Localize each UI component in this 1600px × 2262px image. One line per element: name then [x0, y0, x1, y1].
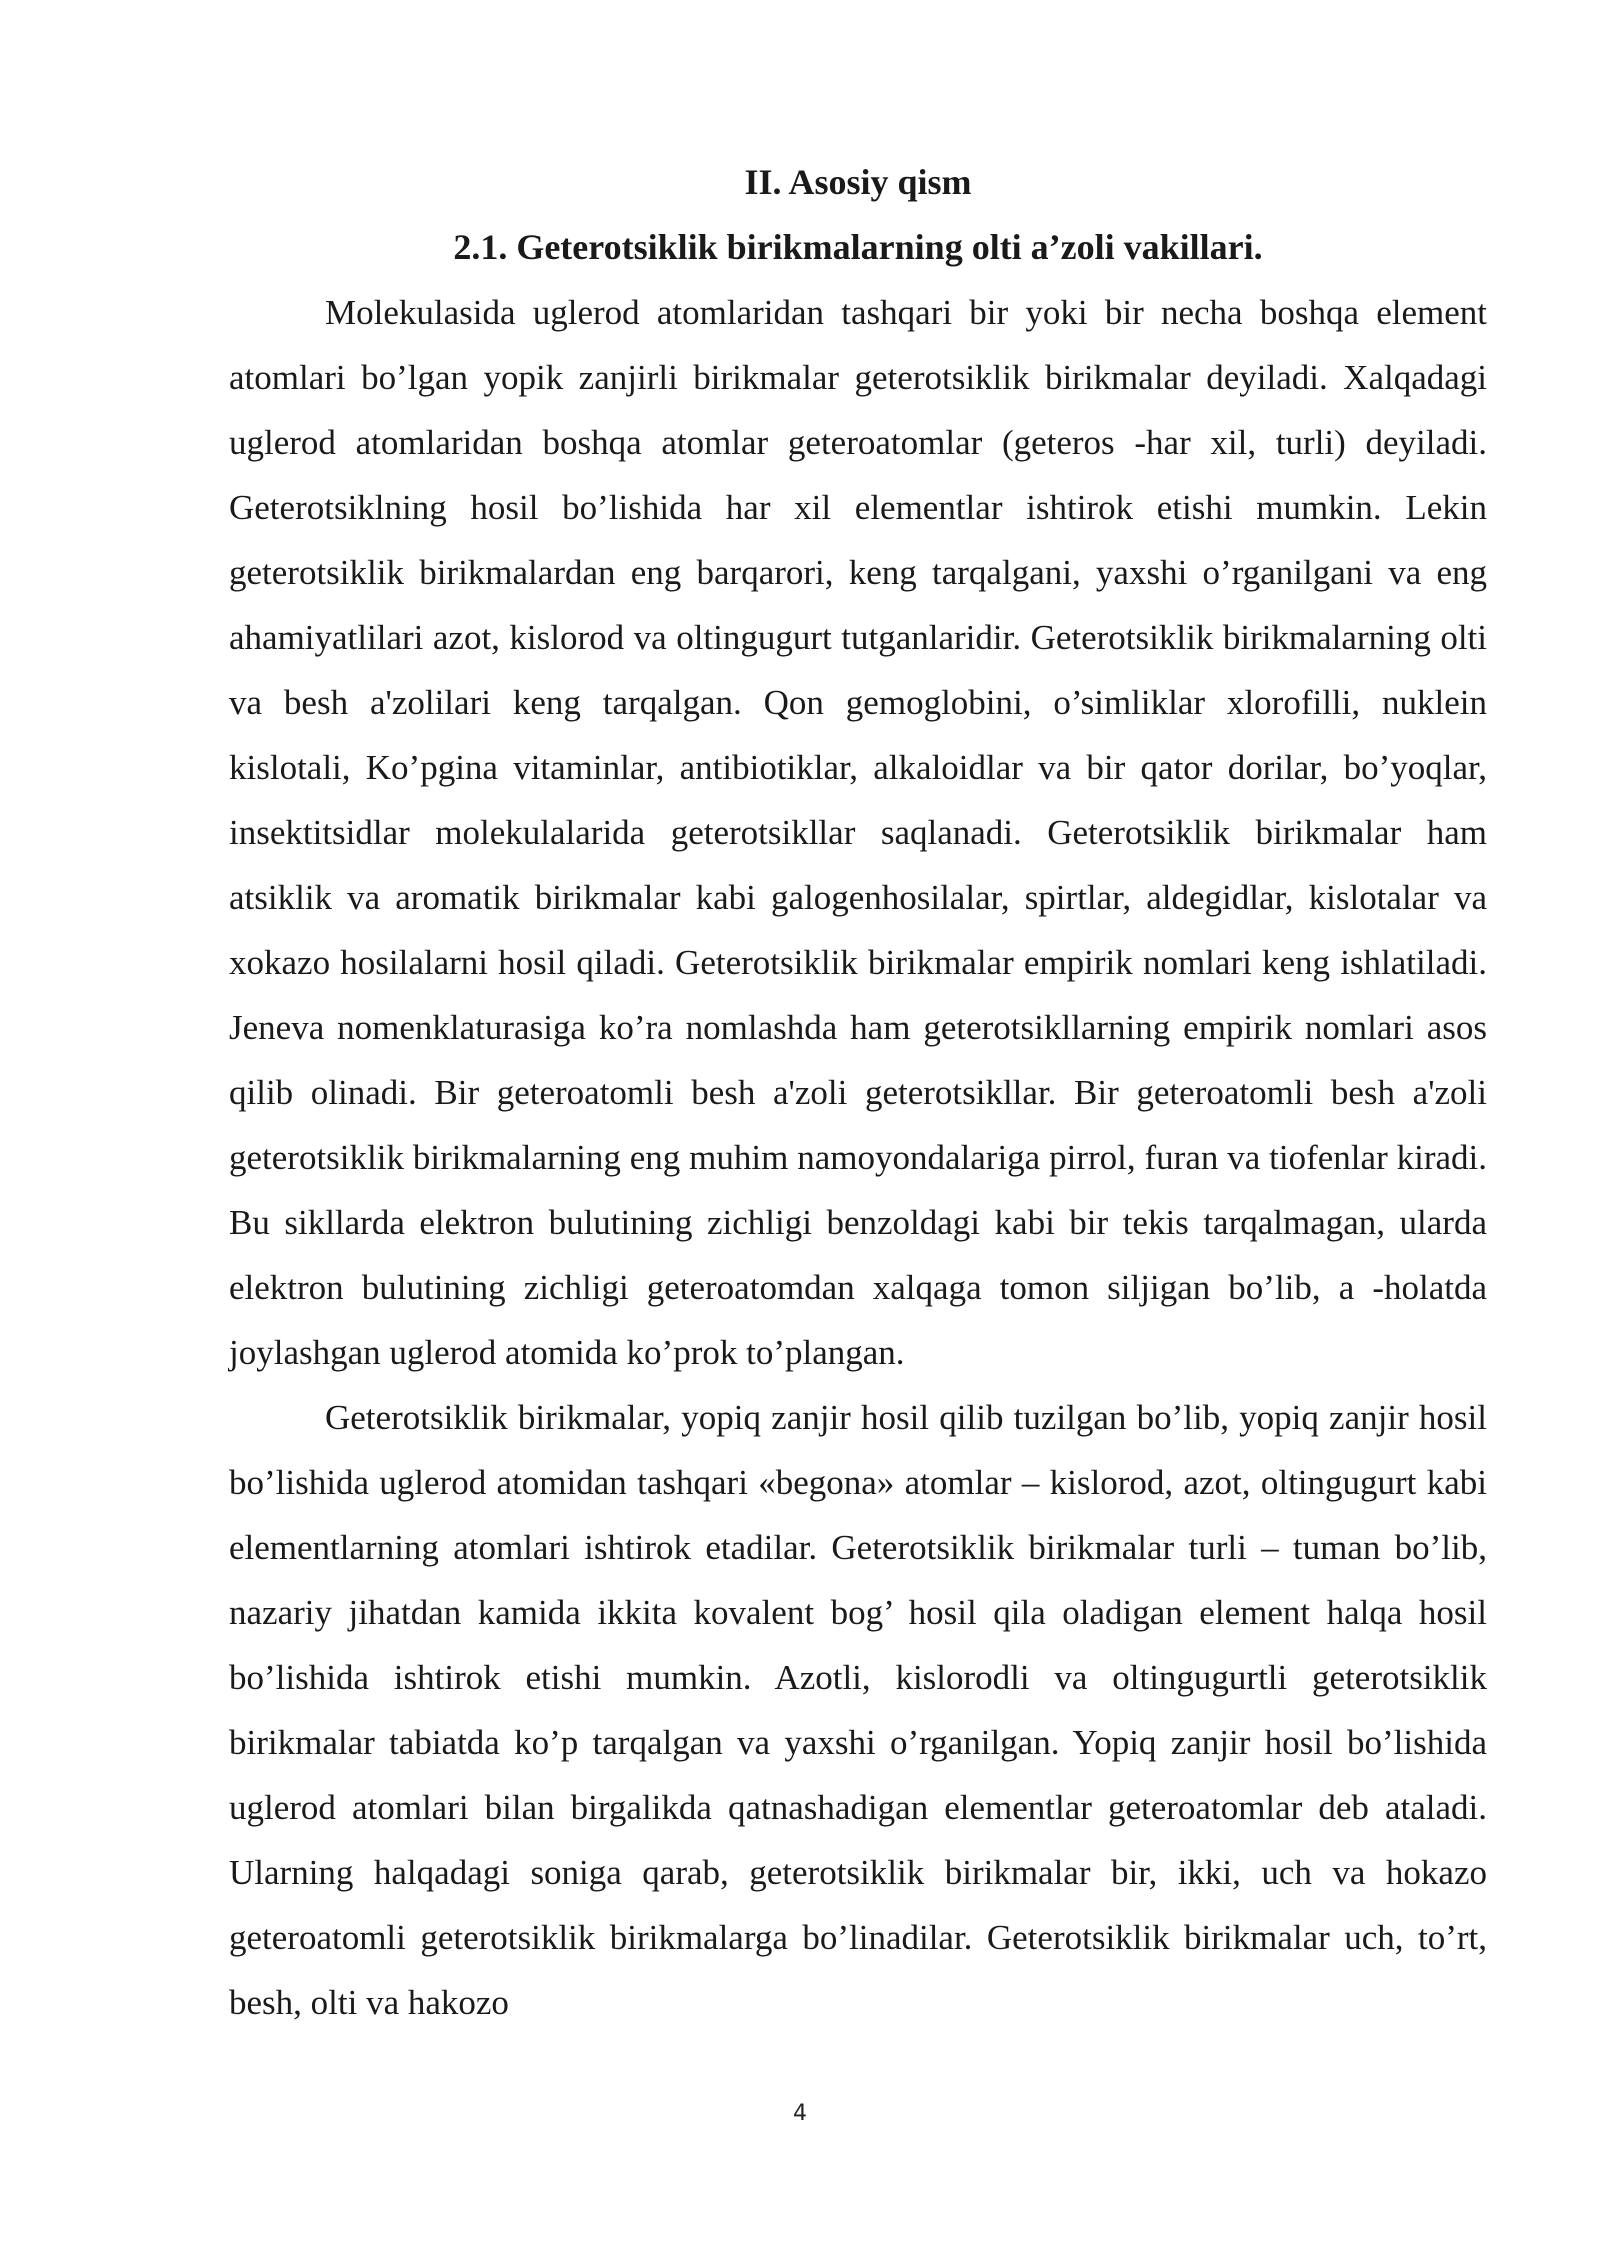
section-title: II. Asosiy qism	[744, 162, 972, 202]
paragraph-1: Molekulasida uglerod atomlaridan tashqari bir yoki bir necha boshqa element atomlari bo’lgan yopik zanjirli birikmalar geterotsiklik birikmalar deyiladi. Xalqadagi uglerod atomlaridan boshqa atomlar geteroatomlar (geteros -har xil, turli) deyiladi. Geterotsiklning hosil bo’lishida har xil elementlar ishtirok etishi mumkin. Lekin geterotsiklik birikmalardan eng barqarori, keng tarqalgani, yaxshi o’rganilgani va eng ahamiyatlilari azot, kislorod va oltingugurt tutganlaridir. Geterotsiklik birikmalarning olti va besh a'zolilari keng tarqalgan. Qon gemoglobini, o’simliklar xlorofilli, nuklein kislotali, Ko’pgina vitaminlar, antibiotiklar, alkaloidlar va bir qator dorilar, bo’yoqlar, insektitsidlar molekulalarida geterotsikllar saqlanadi. Geterotsiklik birikmalar ham atsiklik va aromatik birikmalar kabi galogenhosilalar, spirtlar, aldegidlar, kislotalar va xokazo hosilalarni hosil qiladi. Geterotsiklik birikmalar empirik nomlari keng ishlatiladi. Jeneva nomenklaturasiga ko’ra nomlashda ham geterotsikllarning empirik nomlari asos qilib olinadi. Bir geteroatomli besh a'zoli geterotsikllar. Bir geteroatomli besh a'zoli geterotsiklik birikmalarning eng muhim namoyondalariga pirrol, furan va tiofenlar kiradi. Bu sikllarda elektron bulutining zichligi benzoldagi kabi bir tekis tarqalmagan, ularda elektron bulutining zichligi geteroatomdan xalqaga tomon siljigan bo’lib, a -holatda joylashgan uglerod atomida ko’prok to’plangan.	[229, 293, 1487, 1372]
page-number: 4	[793, 2101, 807, 2126]
paragraph-2: Geterotsiklik birikmalar, yopiq zanjir hosil qilib tuzilgan bo’lib, yopiq zanjir hosil bo’lishida uglerod atomidan tashqari «begona» atomlar – kislorod, azot, oltingugurt kabi elementlarning atomlari ishtirok etadilar. Geterotsiklik birikmalar turli – tuman bo’lib, nazariy jihatdan kamida ikkita kovalent bog’ hosil qila oladigan element halqa hosil bo’lishida ishtirok etishi mumkin. Azotli, kislorodli va oltingugurtli geterotsiklik birikmalar tabiatda ko’p tarqalgan va yaxshi o’rganilgan. Yopiq zanjir hosil bo’lishida uglerod atomlari bilan birgalikda qatnashadigan elementlar geteroatomlar deb ataladi. Ularning halqadagi soniga qarab, geterotsiklik birikmalar bir, ikki, uch va hokazo geteroatomli geterotsiklik birikmalarga bo’linadilar. Geterotsiklik birikmalar uch, to’rt, besh, olti va hakozo	[229, 1398, 1487, 2022]
subsection-title: 2.1. Geterotsiklik birikmalarning olti a’zoli vakillari.	[453, 227, 1263, 267]
text-block	[229, 150, 1487, 2035]
